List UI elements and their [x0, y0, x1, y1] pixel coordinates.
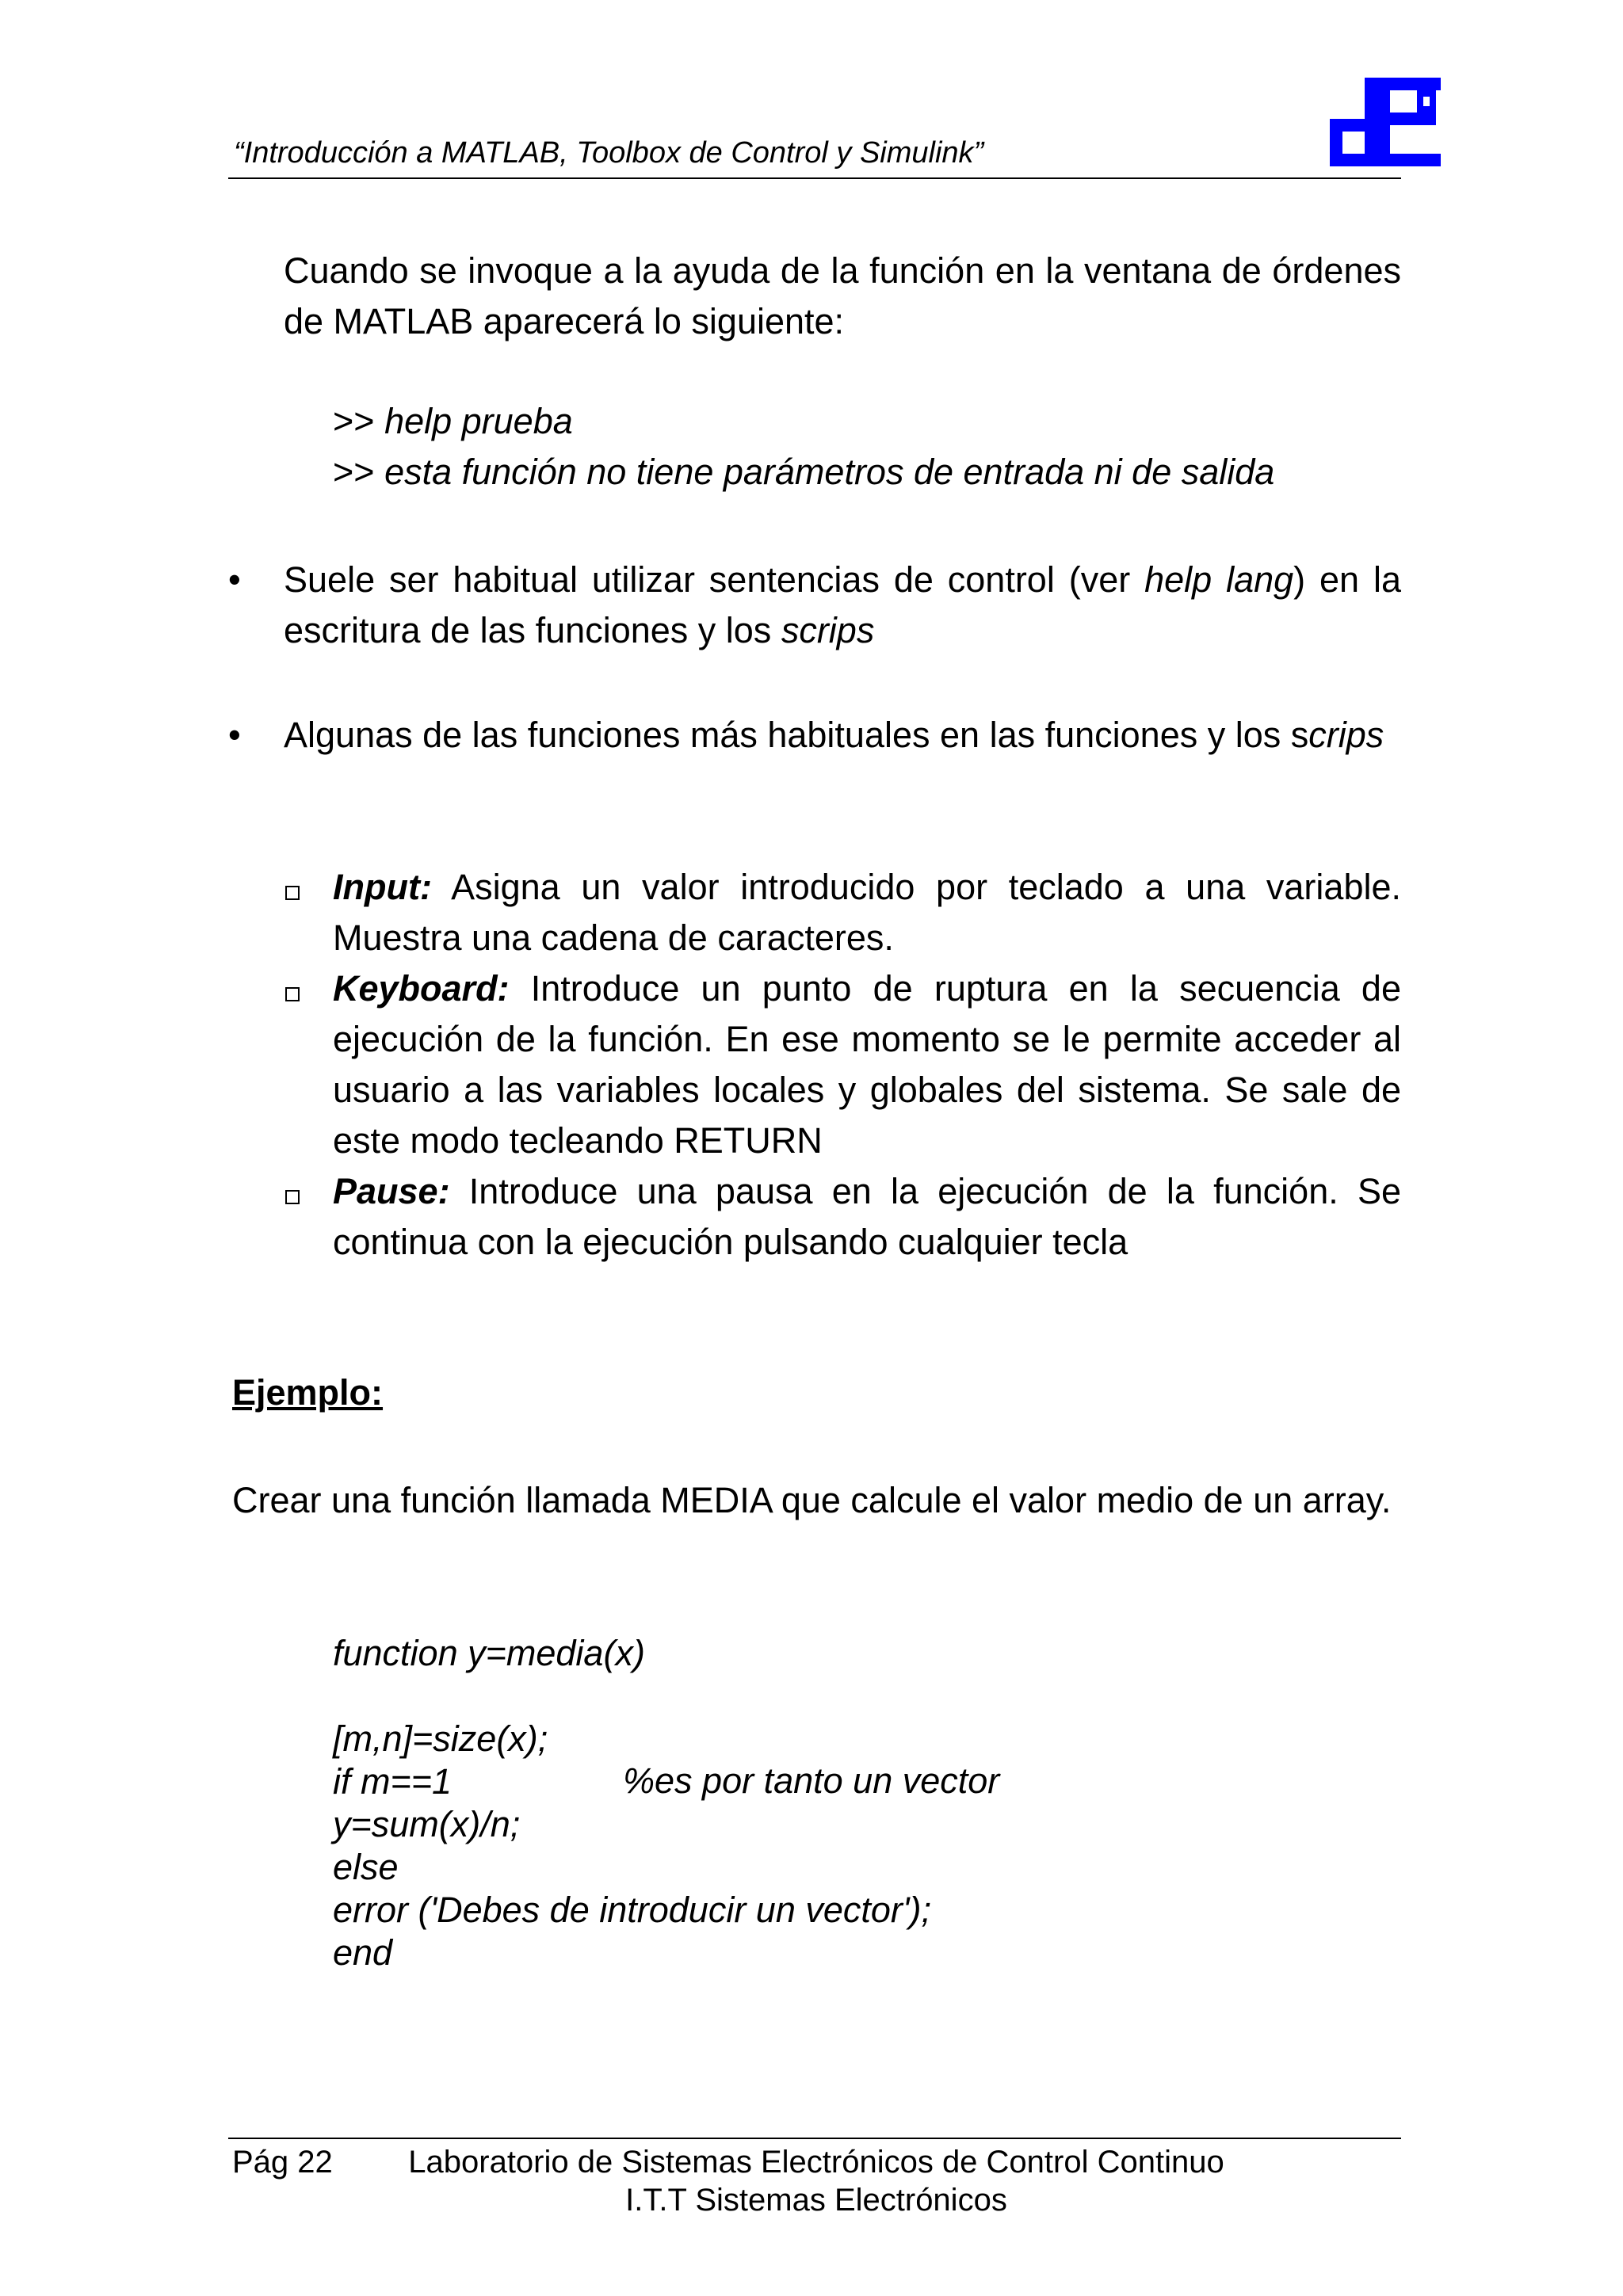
subitem-term: Keyboard: [333, 968, 510, 1009]
bullet-text: Suele ser habitual utilizar sentencias de control (ver [284, 559, 1145, 600]
subitem-description: Asigna un valor introducido por teclado a una variable. Muestra una cadena de caracteres. [333, 867, 1401, 958]
bullet-text: ) en la escritura de las funciones y los [284, 559, 1401, 650]
subitem-pause [333, 1166, 1401, 1268]
running-header-title: “Introducción a MATLAB, Toolbox de Control y Simulink” [234, 136, 984, 170]
bullet-control-statements [284, 555, 1401, 656]
prompt-symbol: >> [333, 452, 385, 492]
subitem-description: Introduce un punto de ruptura en la secuencia de ejecución de la función. En ese momento se le permite acceder al usuario a las variables locales y globales del sistema. Se sale de este modo tecleando RETURN [333, 968, 1401, 1161]
help-output-line [333, 447, 1274, 498]
footer-degree: I.T.T Sistemas Electrónicos [625, 2183, 1007, 2218]
code-signature: function y=media(x) [333, 1633, 645, 1673]
square-bullet-icon [285, 886, 300, 900]
bullet-common-functions [284, 710, 1401, 761]
bullet-marker: • [228, 559, 241, 600]
intro-paragraph: Cuando se invoque a la ayuda de la función en la ventana de órdenes de MATLAB aparecerá lo siguiente: [284, 250, 1401, 341]
help-output-text: esta función no tiene parámetros de entrada ni de salida [384, 452, 1275, 492]
square-bullet-icon [285, 987, 300, 1001]
code-line: error ('Debes de introducir un vector'); [333, 1890, 931, 1930]
subitem-term: Input: [333, 867, 432, 907]
code-line: y=sum(x)/n; [333, 1804, 521, 1844]
subitem-input [333, 862, 1401, 963]
bullet-emphasis: scrips [781, 610, 875, 650]
bullet-emphasis: crips [1308, 715, 1384, 755]
header-divider [228, 177, 1401, 179]
prompt-symbol: >> [333, 401, 385, 441]
code-comment: %es por tanto un vector [623, 1760, 1000, 1801]
bullet-text: Algunas de las funciones más habituales en las funciones y los s [284, 715, 1309, 755]
example-description: Crear una función llamada MEDIA que calcule el valor medio de un array. [232, 1480, 1392, 1520]
footer-divider [228, 2138, 1401, 2139]
code-line: else [333, 1847, 399, 1887]
bullet-emphasis: help lang [1144, 559, 1294, 600]
code-line: if m==1 [333, 1761, 453, 1802]
help-command-line [333, 396, 573, 447]
help-command-text: help prueba [384, 401, 573, 441]
subitem-term: Pause: [333, 1171, 450, 1211]
example-heading: Ejemplo: [232, 1372, 384, 1413]
square-bullet-icon [285, 1190, 300, 1204]
subitem-description: Introduce una pausa en la ejecución de la función. Se continua con la ejecución pulsando cualquier tecla [333, 1171, 1401, 1262]
department-logo [1322, 63, 1449, 174]
page-number: Pág 22 [232, 2145, 333, 2180]
code-line: end [333, 1932, 393, 1973]
code-line: [m,n]=size(x); [333, 1718, 548, 1759]
bullet-marker: • [228, 715, 241, 755]
subitem-keyboard [333, 963, 1401, 1166]
footer-lab-name: Laboratorio de Sistemas Electrónicos de Control Continuo [408, 2145, 1224, 2180]
